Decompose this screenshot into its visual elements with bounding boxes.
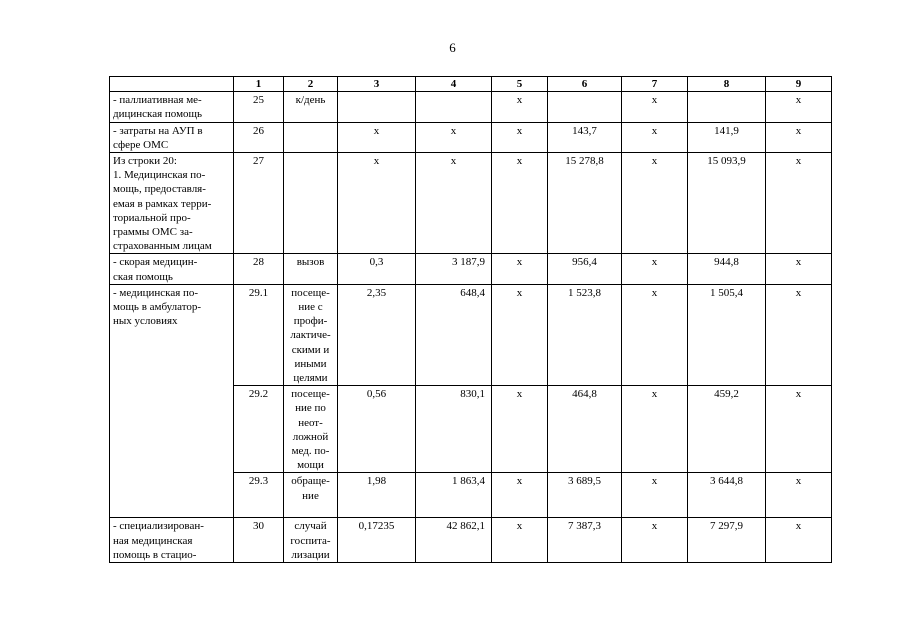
table-cell: х: [622, 153, 688, 254]
table-cell: [688, 92, 766, 122]
table-cell: х: [492, 386, 548, 473]
table-cell: 464,8: [548, 386, 622, 473]
table-cell: х: [766, 386, 832, 473]
row-label: - паллиативная ме- дицинская помощь: [110, 92, 234, 122]
table-cell: х: [766, 122, 832, 152]
table-cell: 0,17235: [338, 518, 416, 563]
header-cell: 8: [688, 77, 766, 92]
unit-cell: случай госпита- лизации: [284, 518, 338, 563]
table-cell: 3 644,8: [688, 473, 766, 518]
table-cell: 15 093,9: [688, 153, 766, 254]
table-cell: х: [622, 254, 688, 284]
table-cell: х: [338, 122, 416, 152]
row-label: - специализирован- ная медицинская помощь в стацио-: [110, 518, 234, 563]
unit-cell: к/день: [284, 92, 338, 122]
unit-cell: [284, 122, 338, 152]
table-cell: х: [492, 254, 548, 284]
table-cell: 944,8: [688, 254, 766, 284]
table-cell: х: [492, 518, 548, 563]
unit-cell: посеще- ние по неот- ложной мед. по- мощи: [284, 386, 338, 473]
table-cell: х: [766, 254, 832, 284]
table-cell: 7 387,3: [548, 518, 622, 563]
table-row: [110, 153, 832, 254]
table-cell: х: [766, 473, 832, 518]
row-number: 29.3: [234, 473, 284, 518]
table-cell: 42 862,1: [416, 518, 492, 563]
table-cell: х: [622, 473, 688, 518]
table-cell: х: [766, 518, 832, 563]
table-cell: х: [622, 386, 688, 473]
unit-cell: посеще- ние с профи- лактиче- скими и иными целями: [284, 284, 338, 385]
table-cell: х: [416, 153, 492, 254]
table-cell: 7 297,9: [688, 518, 766, 563]
row-label: - медицинская по- мощь в амбулатор- ных условиях: [110, 284, 234, 518]
table-cell: 1 505,4: [688, 284, 766, 385]
row-number: 30: [234, 518, 284, 563]
table-cell: 3 187,9: [416, 254, 492, 284]
row-label: - скорая медицин- ская помощь: [110, 254, 234, 284]
table-cell: х: [416, 122, 492, 152]
table-cell: 830,1: [416, 386, 492, 473]
table-cell: [416, 92, 492, 122]
table-cell: х: [622, 122, 688, 152]
table-cell: х: [338, 153, 416, 254]
table-cell: х: [492, 473, 548, 518]
header-cell: 2: [284, 77, 338, 92]
table-cell: 2,35: [338, 284, 416, 385]
header-cell: [110, 77, 234, 92]
table-cell: [338, 92, 416, 122]
table-row: [110, 518, 832, 563]
header-cell: 9: [766, 77, 832, 92]
table-cell: 15 278,8: [548, 153, 622, 254]
row-label: Из строки 20: 1. Медицинская по- мощь, предоставля- емая в рамках терри- ториальной про- граммы ОМС за- страхованным лицам: [110, 153, 234, 254]
table-cell: 459,2: [688, 386, 766, 473]
header-cell: 7: [622, 77, 688, 92]
header-cell: 6: [548, 77, 622, 92]
table-cell: 0,56: [338, 386, 416, 473]
table-cell: х: [766, 153, 832, 254]
header-cell: 4: [416, 77, 492, 92]
table-row: [110, 92, 832, 122]
unit-cell: вызов: [284, 254, 338, 284]
page-number: 6: [449, 40, 456, 55]
table-cell: х: [766, 92, 832, 122]
unit-cell: [284, 153, 338, 254]
table-cell: 3 689,5: [548, 473, 622, 518]
table-cell: х: [492, 153, 548, 254]
unit-cell: обраще- ние: [284, 473, 338, 518]
table-cell: х: [492, 92, 548, 122]
row-number: 29.2: [234, 386, 284, 473]
table-cell: х: [492, 122, 548, 152]
table-row: [110, 284, 832, 385]
table-cell: 956,4: [548, 254, 622, 284]
table-row: [110, 122, 832, 152]
header-cell: 3: [338, 77, 416, 92]
table-cell: 0,3: [338, 254, 416, 284]
row-number: 25: [234, 92, 284, 122]
table-cell: х: [622, 92, 688, 122]
row-number: 28: [234, 254, 284, 284]
table-cell: х: [492, 284, 548, 385]
table-cell: 141,9: [688, 122, 766, 152]
data-table: [109, 76, 832, 563]
table-row: [110, 254, 832, 284]
row-label: - затраты на АУП в сфере ОМС: [110, 122, 234, 152]
row-number: 27: [234, 153, 284, 254]
row-number: 26: [234, 122, 284, 152]
table-cell: х: [622, 518, 688, 563]
header-cell: 1: [234, 77, 284, 92]
table-cell: х: [622, 284, 688, 385]
row-number: 29.1: [234, 284, 284, 385]
table-cell: 1 863,4: [416, 473, 492, 518]
table-cell: 1 523,8: [548, 284, 622, 385]
table-cell: 648,4: [416, 284, 492, 385]
table-cell: х: [766, 284, 832, 385]
header-row: [110, 77, 832, 92]
table-cell: [548, 92, 622, 122]
table-cell: 143,7: [548, 122, 622, 152]
header-cell: 5: [492, 77, 548, 92]
table-cell: 1,98: [338, 473, 416, 518]
